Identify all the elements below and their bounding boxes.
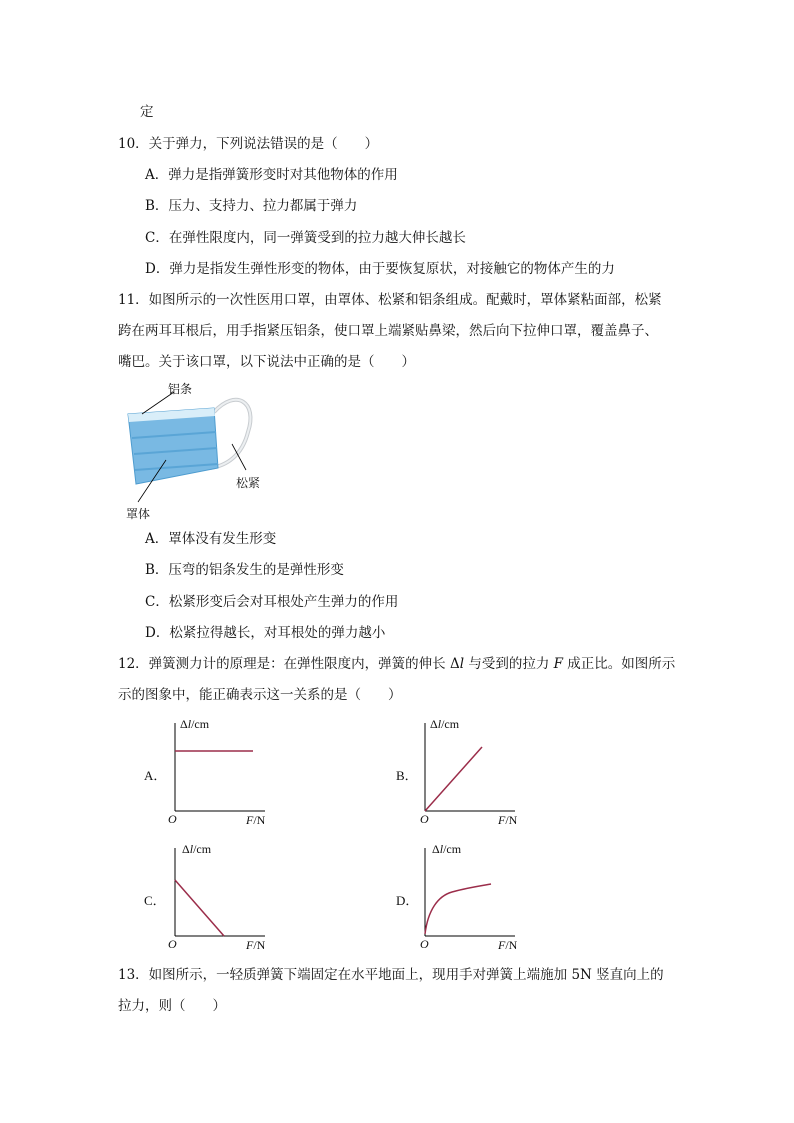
graph-b-x-var: F (498, 813, 506, 827)
graph-b-label: B． (396, 768, 418, 783)
graph-b-y-var: l (437, 717, 442, 731)
q11-option-b: B．压弯的铝条发生的是弹性形变 (145, 562, 344, 578)
graph-b (390, 715, 540, 830)
graph-a (140, 715, 290, 830)
q10-option-d: D．弹力是指发生弹性形变的物体，由于要恢复原状，对接触它的物体产生的力 (145, 261, 615, 277)
q11-option-d: D．松紧拉得越长，对耳根处的弹力越小 (145, 625, 386, 641)
q12-stem-part-b: 与受到的拉力 (464, 656, 554, 672)
graph-b-origin: O (420, 812, 429, 826)
q11-stem-line-2: 跨在两耳耳根后，用手指紧压铝条，使口罩上端紧贴鼻梁，然后向下拉伸口罩，覆盖鼻子、 (118, 323, 658, 339)
label-elastic-band: 松紧 (236, 476, 261, 490)
q12-stem-var-l: l (459, 656, 465, 672)
q12-stem-part-c: 成正比。如图所示 (563, 656, 676, 672)
graph-a-origin: O (168, 812, 177, 826)
q10-option-a: A．弹力是指弹簧形变时对其他物体的作用 (145, 167, 398, 183)
graph-c (140, 840, 290, 955)
graph-a-x-var: F (246, 813, 254, 827)
graph-d-y-delta: Δ (432, 842, 440, 856)
graph-c-x-unit: /N (253, 938, 266, 952)
q12-stem-part-a: 12．弹簧测力计的原理是：在弹性限度内，弹簧的伸长 Δ (118, 656, 460, 672)
graph-c-y-label (182, 842, 211, 857)
graph-b-y-label (430, 717, 459, 732)
q10-stem: 10．关于弹力，下列说法错误的是（ ） (118, 136, 379, 152)
graph-a-y-unit: /cm (191, 717, 210, 731)
graph-b-y-delta: Δ (430, 717, 438, 731)
mask-figure (118, 378, 278, 526)
graph-d-origin: O (420, 937, 429, 951)
q13-stem-line-2: 拉力，则（ ） (118, 998, 226, 1014)
graph-a-y-delta: Δ (180, 717, 188, 731)
q10-option-b: B．压力、支持力、拉力都属于弹力 (145, 198, 358, 214)
graph-c-x-label (246, 938, 265, 953)
q13-stem-line-1: 13．如图所示，一轻质弹簧下端固定在水平地面上，现用手对弹簧上端施加 5N 竖直向上的 (118, 967, 664, 983)
graph-a-y-var: l (187, 717, 192, 731)
q12-stem-var-f: F (553, 656, 564, 672)
graph-a-x-unit: /N (253, 813, 266, 827)
label-mask-body: 罩体 (126, 507, 151, 521)
graph-a-x-label (246, 813, 265, 828)
graph-d-x-label (498, 938, 517, 953)
q11-option-a: A．罩体没有发生形变 (145, 531, 277, 547)
graph-c-label: C． (144, 893, 166, 908)
graph-d-x-unit: /N (505, 938, 518, 952)
graph-d-x-var: F (498, 938, 506, 952)
graph-c-x-var: F (246, 938, 254, 952)
q11-stem-line-1: 11．如图所示的一次性医用口罩，由罩体、松紧和铝条组成。配戴时，罩体紧粘面部，松紧 (118, 292, 662, 308)
graph-b-x-label (498, 813, 517, 828)
label-aluminum-strip: 铝条 (168, 382, 193, 396)
graph-b-x-unit: /N (505, 813, 518, 827)
graph-a-y-label (180, 717, 209, 732)
graph-d-label: D． (396, 893, 419, 908)
graph-c-y-var: l (189, 842, 194, 856)
q12-stem-line-1 (118, 655, 675, 673)
graph-a-label: A． (144, 768, 167, 783)
q11-option-c: C．松紧形变后会对耳根处产生弹力的作用 (145, 594, 399, 610)
graph-c-y-delta: Δ (182, 842, 190, 856)
continued-text: 定 (140, 104, 154, 120)
q11-stem-line-3: 嘴巴。关于该口罩，以下说法中正确的是（ ） (118, 354, 415, 370)
graph-d-curve (425, 884, 491, 934)
graph-c-curve (175, 880, 224, 936)
graph-d (390, 840, 540, 955)
graph-b-curve (425, 747, 482, 811)
graph-d-y-unit: /cm (443, 842, 462, 856)
graph-c-origin: O (168, 937, 177, 951)
graph-c-y-unit: /cm (193, 842, 212, 856)
graph-b-y-unit: /cm (441, 717, 460, 731)
graph-d-y-label (432, 842, 461, 857)
q10-option-c: C．在弹性限度内，同一弹簧受到的拉力越大伸长越长 (145, 230, 466, 246)
graph-d-y-var: l (439, 842, 444, 856)
q12-stem-line-2: 示的图象中，能正确表示这一关系的是（ ） (118, 687, 402, 703)
